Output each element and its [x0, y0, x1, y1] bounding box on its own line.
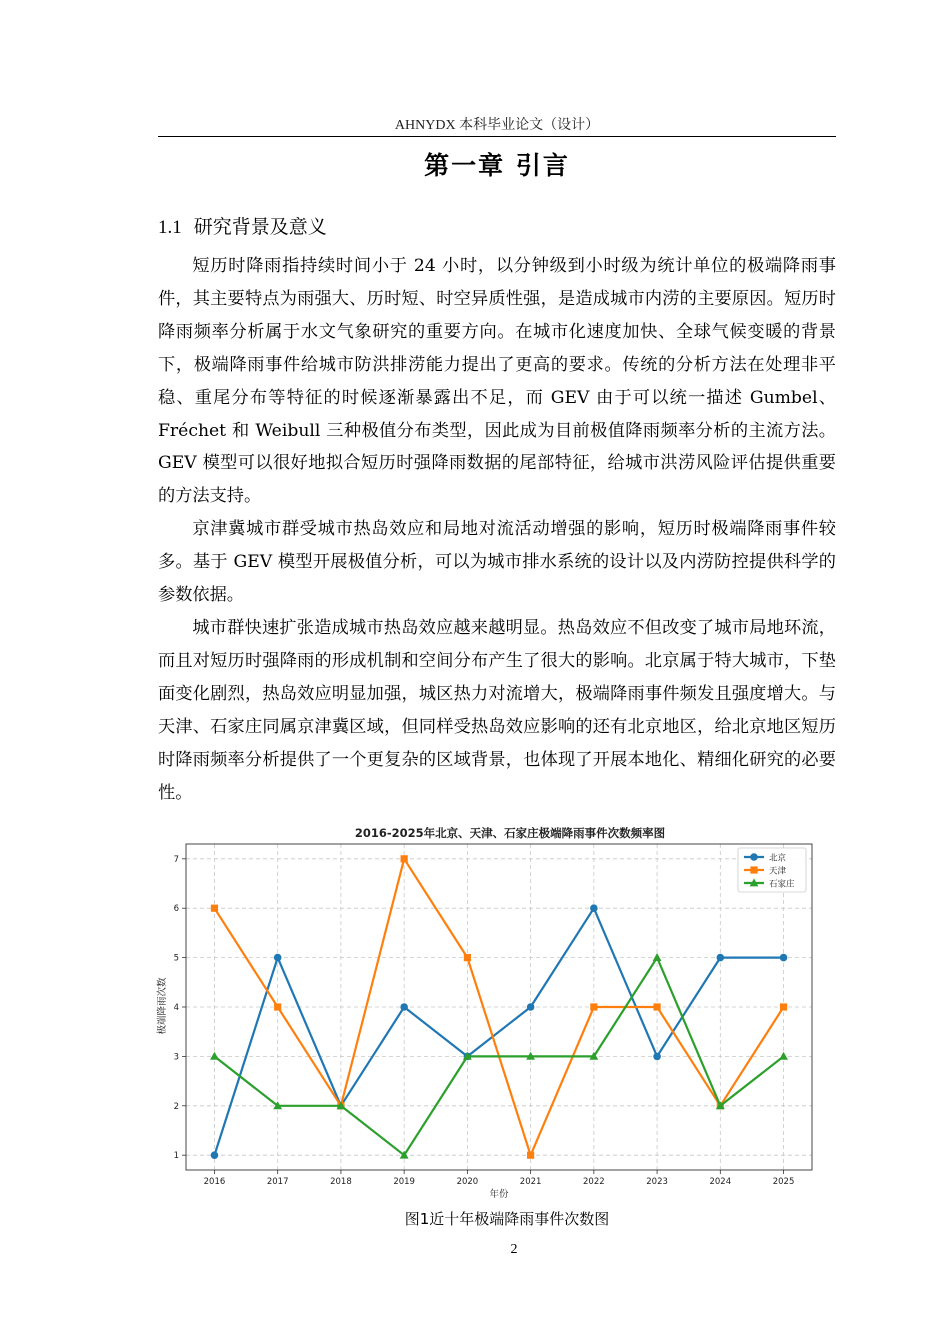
data-point-series-2	[211, 905, 218, 912]
body-text	[158, 250, 836, 809]
section-title: 研究背景及意义	[193, 216, 327, 238]
paragraph: 短历时降雨指持续时间小于 24 小时，以分钟级到小时级为统计单位的极端降雨事件，其主要特点为雨强大、历时短、时空异质性强，是造成城市内涝的主要原因。短历时降雨频率分析属于水文气象研究的重要方向。在城市化速度加快、全球气候变暖的背景下，极端降雨事件给城市防洪排涝能力提出了更高的要求。传统的分析方法在处理非平稳、重尾分布等特征的时候逐渐暴露出不足，而 GEV 由于可以统一描述 Gumbel、Fréchet 和 Weibull 三种极值分布类型，因此成为目前极值降雨频率分析的主流方法。GEV 模型可以很好地拟合短历时强降雨数据的尾部特征，给城市洪涝风险评估提供重要的方法支持。	[158, 256, 836, 507]
data-point-series-2	[274, 1003, 281, 1010]
data-point-series-3	[779, 1052, 788, 1060]
y-tick-label: 5	[173, 953, 179, 964]
data-point-series-1	[211, 1151, 219, 1159]
y-tick-label: 2	[173, 1101, 179, 1112]
x-tick-label: 2020	[456, 1177, 479, 1187]
paragraph: 城市群快速扩张造成城市热岛效应越来越明显。热岛效应不但改变了城市局地环流，而且对短历时强降雨的形成机制和空间分布产生了很大的影响。北京属于特大城市，下垫面变化剧烈，热岛效应明显加强，城区热力对流增大，极端降雨事件频发且强度增大。与天津、石家庄同属京津冀区域，但同样受热岛效应影响的还有北京地区，给北京地区短历时降雨频率分析提供了一个更复杂的区域背景，也体现了开展本地化、精细化研究的必要性。	[158, 617, 836, 803]
data-point-series-2	[464, 954, 471, 961]
data-point-series-2	[401, 855, 408, 862]
figure-caption: 图1近十年极端降雨事件次数图	[404, 1210, 610, 1228]
series-line-1	[214, 908, 783, 1155]
section-heading	[158, 212, 327, 239]
legend-label: 天津	[769, 866, 787, 877]
x-tick-label: 2018	[330, 1177, 352, 1187]
x-tick-label: 2016	[203, 1177, 226, 1187]
y-axis-label: 极端降雨次数	[157, 977, 168, 1035]
x-tick-label: 2024	[709, 1177, 732, 1187]
figure-chart	[150, 818, 830, 1210]
chapter-title: 第一章 引言	[424, 151, 570, 180]
data-point-series-1	[653, 1053, 661, 1061]
page-header: AHNYDX 本科毕业论文（设计）	[394, 118, 600, 133]
data-point-series-1	[527, 1003, 535, 1011]
line-chart	[150, 818, 830, 1210]
data-point-series-1	[274, 954, 282, 962]
y-tick-label: 4	[173, 1003, 179, 1013]
legend-swatch-marker	[750, 853, 758, 861]
x-tick-label: 2025	[772, 1177, 795, 1187]
x-tick-label: 2023	[646, 1177, 668, 1187]
data-point-series-2	[780, 1003, 787, 1010]
header-rule	[158, 136, 836, 137]
y-tick-label: 6	[173, 904, 179, 915]
x-tick-label: 2019	[393, 1177, 415, 1187]
y-tick-label: 3	[173, 1052, 179, 1063]
page-number: 2	[510, 1242, 518, 1257]
section-number: 1.1	[158, 217, 182, 238]
data-point-series-3	[653, 953, 662, 961]
data-point-series-1	[590, 904, 598, 912]
x-axis-label: 年份	[489, 1189, 509, 1200]
paragraph: 京津冀城市群受城市热岛效应和局地对流活动增强的影响，短历时极端降雨事件较多。基于 GEV 模型开展极值分析，可以为城市排水系统的设计以及内涝防控提供科学的参数依据。	[158, 519, 836, 606]
legend-swatch-marker	[750, 866, 757, 873]
x-tick-label: 2021	[519, 1177, 542, 1187]
data-point-series-1	[717, 954, 725, 962]
x-tick-label: 2022	[583, 1177, 605, 1187]
data-point-series-2	[527, 1152, 534, 1159]
legend-label: 北京	[769, 853, 787, 864]
x-tick-label: 2017	[266, 1177, 289, 1187]
y-tick-label: 1	[173, 1151, 179, 1162]
data-point-series-2	[590, 1003, 597, 1010]
chart-title: 2016-2025年北京、天津、石家庄极端降雨事件次数频率图	[354, 826, 666, 840]
y-tick-label: 7	[173, 854, 179, 865]
data-point-series-1	[780, 954, 788, 962]
data-point-series-2	[653, 1003, 660, 1010]
data-point-series-3	[210, 1052, 219, 1060]
legend-label: 石家庄	[769, 879, 795, 890]
data-point-series-1	[400, 1003, 408, 1011]
